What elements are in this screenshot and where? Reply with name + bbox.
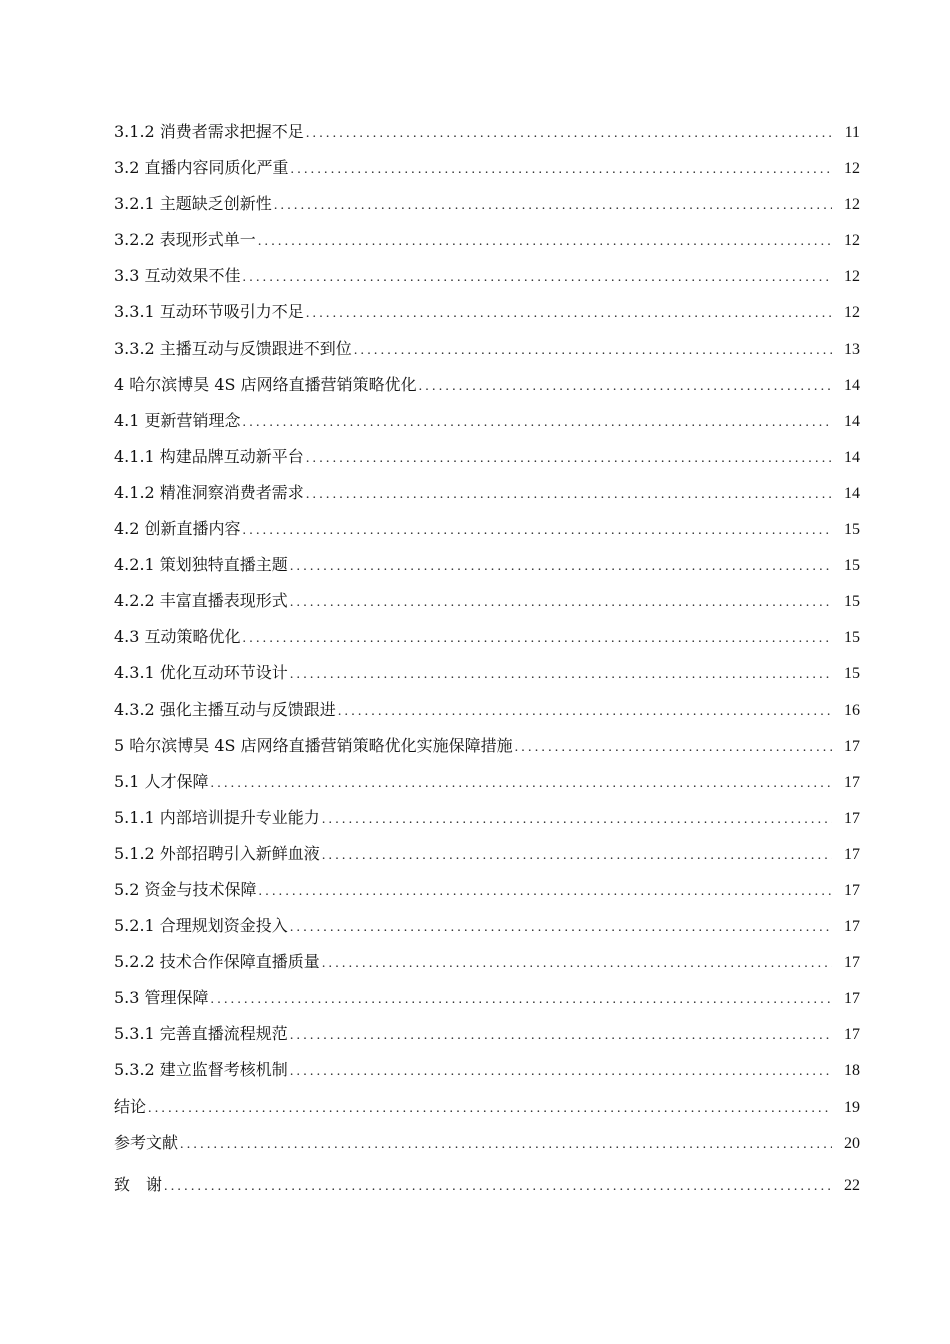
toc-entry [114, 800, 860, 836]
toc-entry-page: 17 [844, 954, 860, 972]
toc-entry-conclusion [114, 1089, 860, 1125]
dot-leader [211, 766, 832, 802]
dot-leader [243, 405, 832, 441]
dot-leader [290, 910, 832, 946]
dot-leader [290, 585, 832, 621]
toc-entry-references [114, 1125, 860, 1161]
toc-entry-page: 22 [844, 1176, 860, 1194]
toc-entry-title: 3.2 直播内容同质化严重 [114, 158, 289, 178]
toc-entry-title: 5.3 管理保障 [114, 988, 209, 1008]
toc-entry-title: 4.2.2 丰富直播表现形式 [114, 591, 288, 611]
toc-entry [114, 258, 860, 294]
toc-entry-page: 20 [844, 1134, 860, 1152]
toc-entry-page: 17 [844, 918, 860, 936]
toc-entry-page: 14 [844, 448, 860, 466]
toc-entry [114, 547, 860, 583]
dot-leader [290, 657, 832, 693]
dot-leader [290, 1054, 832, 1090]
dot-leader [258, 224, 832, 260]
toc-entry [114, 764, 860, 800]
toc-entry-title: 结论 [114, 1096, 147, 1116]
toc-entry [114, 403, 860, 439]
toc-entry [114, 655, 860, 691]
toc-entry-page: 12 [844, 196, 860, 214]
toc-entry [114, 294, 860, 330]
toc-entry-title: 5.2.1 合理规划资金投入 [114, 916, 288, 936]
toc-entry-title: 4 哈尔滨博昊 4S 店网络直播营销策略优化 [114, 374, 417, 394]
toc-entry-title: 4.3.1 优化互动环节设计 [114, 663, 288, 683]
dot-leader [322, 838, 832, 874]
toc-entry-page: 18 [844, 1062, 860, 1080]
dot-leader [306, 116, 832, 152]
toc-entry-title: 5 哈尔滨博昊 4S 店网络直播营销策略优化实施保障措施 [114, 735, 513, 755]
toc-entry-page: 17 [844, 737, 860, 755]
dot-leader [290, 1018, 832, 1054]
dot-leader [148, 1091, 832, 1127]
toc-entry-page: 12 [844, 304, 860, 322]
toc-entry [114, 511, 860, 547]
dot-leader [322, 802, 832, 838]
toc-entry-title: 3.2.2 表现形式单一 [114, 230, 256, 250]
toc-entry-acknowledgements [114, 1161, 860, 1201]
toc-entry [114, 439, 860, 475]
dot-leader [354, 333, 832, 369]
toc-entry-page: 19 [844, 1098, 860, 1116]
dot-leader [243, 513, 832, 549]
dot-leader [515, 730, 832, 766]
toc-entry [114, 150, 860, 186]
toc-entry-page: 15 [844, 665, 860, 683]
toc-entry-title: 4.1 更新营销理念 [114, 410, 241, 430]
toc-entry-page: 17 [844, 845, 860, 863]
toc-entry-title: 3.3.1 互动环节吸引力不足 [114, 302, 304, 322]
toc-entry-title: 5.1.2 外部招聘引入新鲜血液 [114, 843, 320, 863]
dot-leader [180, 1127, 832, 1163]
toc-entry [114, 980, 860, 1016]
toc-entry-title: 3.3.2 主播互动与反馈跟进不到位 [114, 338, 352, 358]
dot-leader [419, 369, 832, 405]
toc-entry-chapter [114, 728, 860, 764]
toc-entry-title: 5.2.2 技术合作保障直播质量 [114, 952, 320, 972]
table-of-contents [114, 114, 860, 1201]
toc-entry-page: 14 [844, 484, 860, 502]
toc-entry [114, 186, 860, 222]
dot-leader [243, 260, 832, 296]
dot-leader [338, 694, 832, 730]
toc-entry [114, 836, 860, 872]
toc-entry-page: 15 [844, 593, 860, 611]
toc-entry [114, 1052, 860, 1088]
dot-leader [274, 188, 832, 224]
toc-entry-title: 3.2.1 主题缺乏创新性 [114, 194, 272, 214]
toc-entry-title: 4.1.2 精准洞察消费者需求 [114, 482, 304, 502]
toc-entry [114, 908, 860, 944]
toc-entry-page: 17 [844, 881, 860, 899]
toc-entry-title: 4.2 创新直播内容 [114, 519, 241, 539]
dot-leader [211, 982, 832, 1018]
toc-entry-page: 14 [844, 376, 860, 394]
toc-entry-title: 5.2 资金与技术保障 [114, 879, 257, 899]
toc-entry-page: 12 [844, 232, 860, 250]
toc-entry [114, 872, 860, 908]
toc-entry-title: 5.3.1 完善直播流程规范 [114, 1024, 288, 1044]
toc-entry [114, 475, 860, 511]
toc-entry-title: 致 谢 [114, 1174, 163, 1194]
toc-entry-page: 17 [844, 990, 860, 1008]
toc-entry [114, 114, 860, 150]
dot-leader [243, 621, 832, 657]
toc-entry [114, 1016, 860, 1052]
toc-entry-page: 13 [844, 340, 860, 358]
dot-leader [291, 152, 832, 188]
dot-leader [306, 296, 832, 332]
toc-entry [114, 331, 860, 367]
dot-leader [164, 1163, 832, 1211]
toc-entry-title: 4.2.1 策划独特直播主题 [114, 555, 288, 575]
toc-entry-page: 12 [844, 268, 860, 286]
toc-entry-title: 5.3.2 建立监督考核机制 [114, 1060, 288, 1080]
toc-entry-page: 15 [844, 629, 860, 647]
toc-entry-page: 17 [844, 1026, 860, 1044]
dot-leader [290, 549, 832, 585]
toc-entry-page: 14 [844, 412, 860, 430]
toc-entry-page: 15 [844, 557, 860, 575]
toc-entry-title: 4.3 互动策略优化 [114, 627, 241, 647]
dot-leader [306, 441, 832, 477]
toc-entry-page: 12 [844, 160, 860, 178]
toc-entry [114, 944, 860, 980]
toc-entry [114, 619, 860, 655]
toc-entry [114, 583, 860, 619]
dot-leader [306, 477, 832, 513]
toc-entry [114, 222, 860, 258]
toc-entry-page: 16 [844, 701, 860, 719]
toc-entry [114, 692, 860, 728]
toc-entry-title: 5.1.1 内部培训提升专业能力 [114, 807, 320, 827]
dot-leader [322, 946, 832, 982]
toc-entry-title: 5.1 人才保障 [114, 771, 209, 791]
toc-entry-page: 11 [844, 124, 860, 141]
toc-entry-page: 15 [844, 521, 860, 539]
toc-entry-title: 3.1.2 消费者需求把握不足 [114, 122, 304, 141]
toc-entry-title: 参考文献 [114, 1132, 179, 1152]
dot-leader [259, 874, 832, 910]
toc-entry-title: 4.1.1 构建品牌互动新平台 [114, 446, 304, 466]
toc-entry-title: 4.3.2 强化主播互动与反馈跟进 [114, 699, 336, 719]
toc-entry-page: 17 [844, 773, 860, 791]
toc-entry-title: 3.3 互动效果不佳 [114, 266, 241, 286]
toc-entry-page: 17 [844, 809, 860, 827]
toc-entry-chapter [114, 367, 860, 403]
